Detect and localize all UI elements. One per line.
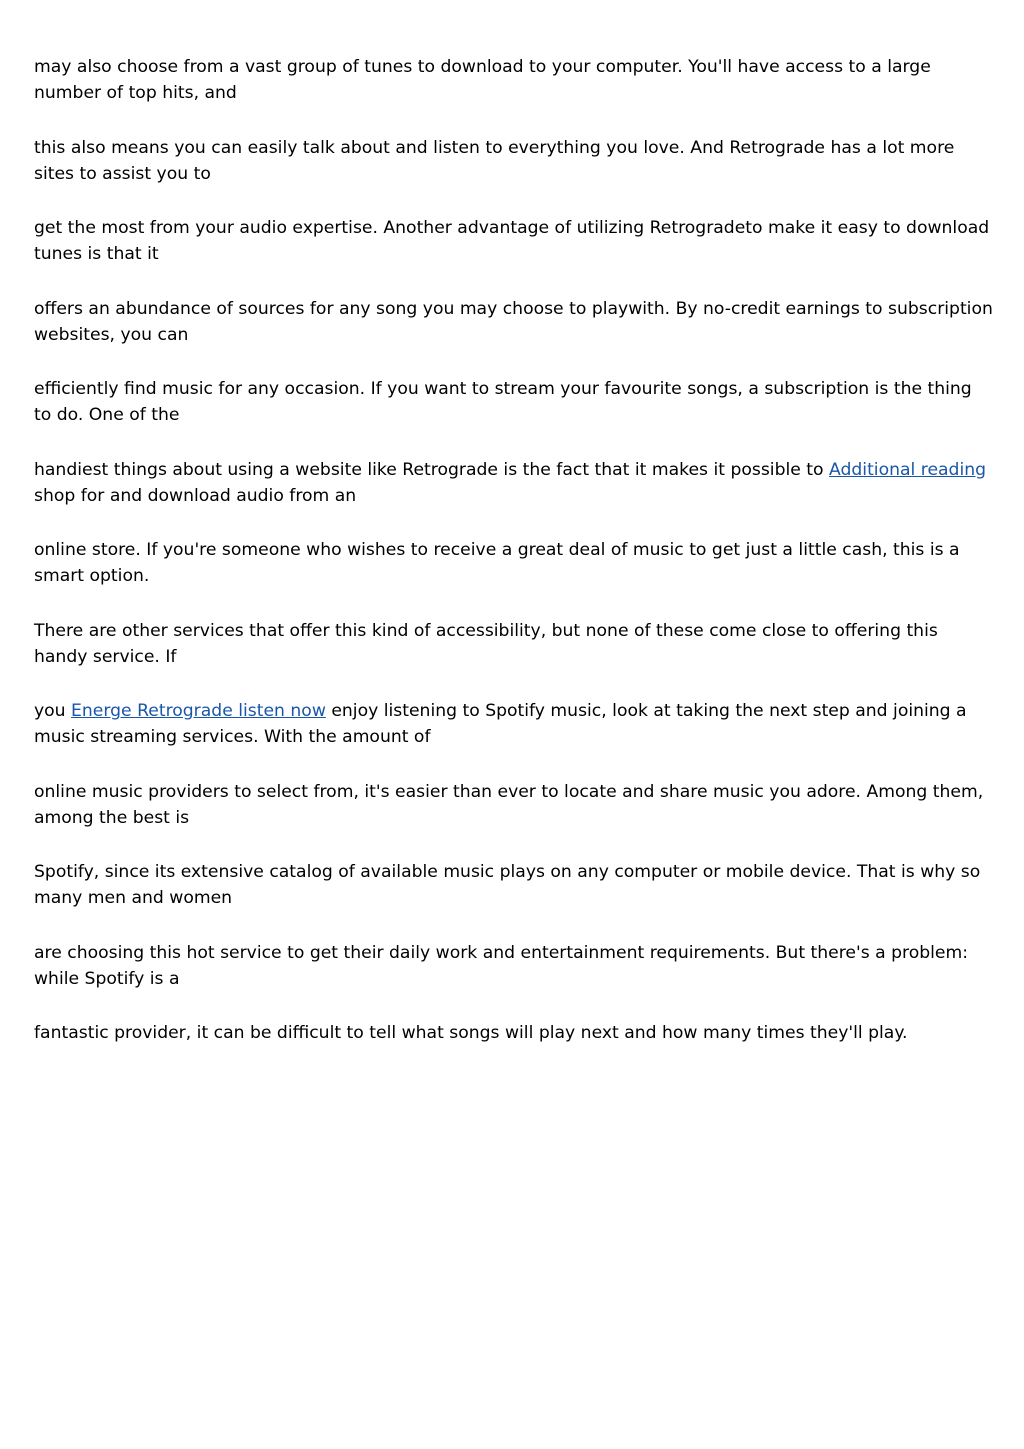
- paragraph-text: fantastic provider, it can be difficult to tell what songs will play next and how many times they'll play.: [34, 1023, 908, 1043]
- paragraph-text: online music providers to select from, it's easier than ever to locate and share music you adore. Among them, among the best is: [34, 781, 984, 828]
- paragraph-text: enjoy listening to Spotify music, look at taking the next step and joining a music streaming services. With the amount of: [34, 701, 967, 747]
- paragraph: [34, 779, 994, 831]
- paragraph-text: efficiently find music for any occasion. If you want to stream your favourite songs, a subscription is the thing to do. One of the: [34, 379, 972, 425]
- paragraph: [34, 940, 994, 992]
- paragraph-text: you: [34, 701, 72, 721]
- paragraph: [34, 296, 994, 348]
- paragraph: [34, 618, 994, 670]
- inline-link[interactable]: Additional reading: [829, 459, 987, 480]
- inline-link[interactable]: Energe Retrograde listen now: [71, 701, 326, 721]
- paragraph: [34, 215, 994, 267]
- document-body: [34, 54, 994, 1075]
- paragraph-text: this also means you can easily talk about and listen to everything you love. And Retrograde has a lot more sites to assist you to: [34, 137, 955, 184]
- paragraph: [34, 457, 994, 509]
- paragraph: [34, 859, 994, 911]
- paragraph-text: handiest things about using a website like Retrograde is the fact that it makes it possible to: [34, 459, 830, 480]
- paragraph: [34, 698, 994, 750]
- paragraph: [34, 376, 994, 428]
- paragraph-text: Spotify, since its extensive catalog of available music plays on any computer or mobile device. That is why so many men and women: [34, 862, 981, 908]
- paragraph-text: There are other services that offer this kind of accessibility, but none of these come close to offering this handy service. If: [34, 620, 938, 667]
- paragraph: [34, 1020, 994, 1046]
- paragraph-text: get the most from your audio expertise. Another advantage of utilizing Retrogradeto make it easy to download tunes is that it: [34, 218, 990, 264]
- paragraph-text: may also choose from a vast group of tunes to download to your computer. You'll have access to a large number of top hits, and: [34, 57, 931, 103]
- paragraph: [34, 537, 994, 589]
- paragraph: [34, 54, 994, 106]
- paragraph-text: are choosing this hot service to get their daily work and entertainment requirements. But there's a problem: while Spotify is a: [34, 942, 969, 989]
- paragraph: [34, 135, 994, 187]
- paragraph-text: shop for and download audio from an: [34, 485, 357, 506]
- paragraph-text: online store. If you're someone who wishes to receive a great deal of music to get just a little cash, this is a smart option.: [34, 540, 960, 586]
- paragraph-text: offers an abundance of sources for any song you may choose to playwith. By no-credit earnings to subscription websites, you can: [34, 298, 993, 345]
